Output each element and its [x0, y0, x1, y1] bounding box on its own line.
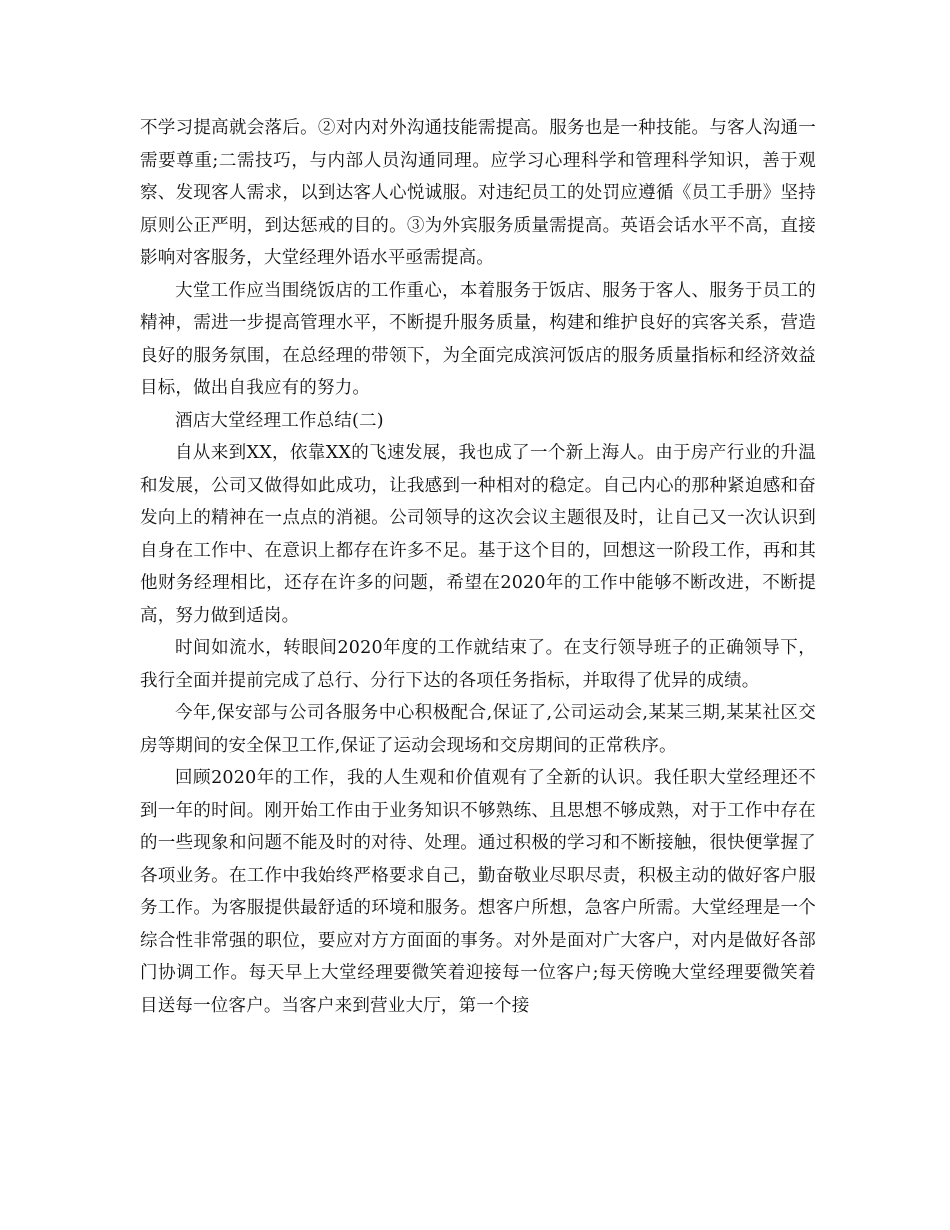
section-heading: 酒店大堂经理工作总结(二): [175, 410, 384, 431]
paragraph-1: 不学习提高就会落后。②对内对外沟通技能需提高。服务也是一种技能。与客人沟通一需要尊重;二需技巧，与内部人员沟通同理。应学习心理科学和管理科学知识，善于观察、发现客人需求，以到达客人心悦诚服。对违纪员工的处罚应遵循《员工手册》坚持原则公正严明，到达惩戒的目的。③为外宾服务质量需提高。英语会话水平不高，直接影响对客服务，大堂经理外语水平亟需提高。: [140, 118, 816, 268]
document-body: [140, 112, 816, 1022]
paragraph-4: 时间如流水，转眼间2020年度的工作就结束了。在支行领导班子的正确领导下，我行全面并提前完成了总行、分行下达的各项任务指标，并取得了优异的成绩。: [140, 638, 816, 691]
paragraph-5: 今年,保安部与公司各服务中心积极配合,保证了,公司运动会,某某三期,某某社区交房等期间的安全保卫工作,保证了运动会现场和交房期间的正常秩序。: [140, 703, 816, 756]
paragraph-2: 大堂工作应当围绕饭店的工作重心，本着服务于饭店、服务于客人、服务于员工的精神，需进一步提高管理水平，不断提升服务质量，构建和维护良好的宾客关系，营造良好的服务氛围，在总经理的带领下，为全面完成滨河饭店的服务质量指标和经济效益目标，做出自我应有的努力。: [140, 280, 816, 398]
paragraph-3: 自从来到XX，依靠XX的飞速发展，我也成了一个新上海人。由于房产行业的升温和发展，公司又做得如此成功，让我感到一种相对的稳定。自己内心的那种紧迫感和奋发向上的精神在一点点的消褪。公司领导的这次会议主题很及时，让自己又一次认识到自身在工作中、在意识上都存在许多不足。基于这个目的，回想这一阶段工作，再和其他财务经理相比，还存在许多的问题，希望在2020年的工作中能够不断改进，不断提高，努力做到适岗。: [140, 443, 816, 626]
paragraph-6: 回顾2020年的工作，我的人生观和价值观有了全新的认识。我任职大堂经理还不到一年的时间。刚开始工作由于业务知识不够熟练、且思想不够成熟，对于工作中存在的一些现象和问题不能及时的对待、处理。通过积极的学习和不断接触，很快便掌握了各项业务。在工作中我始终严格要求自己，勤奋敬业尽职尽责，积极主动的做好客户服务工作。为客服提供最舒适的环境和服务。想客户所想，急客户所需。大堂经理是一个综合性非常强的职位，要应对方方面面的事务。对外是面对广大客户，对内是做好各部门协调工作。每天早上大堂经理要微笑着迎接每一位客户;每天傍晚大堂经理要微笑着目送每一位客户。当客户来到营业大厅，第一个接: [140, 768, 816, 1016]
